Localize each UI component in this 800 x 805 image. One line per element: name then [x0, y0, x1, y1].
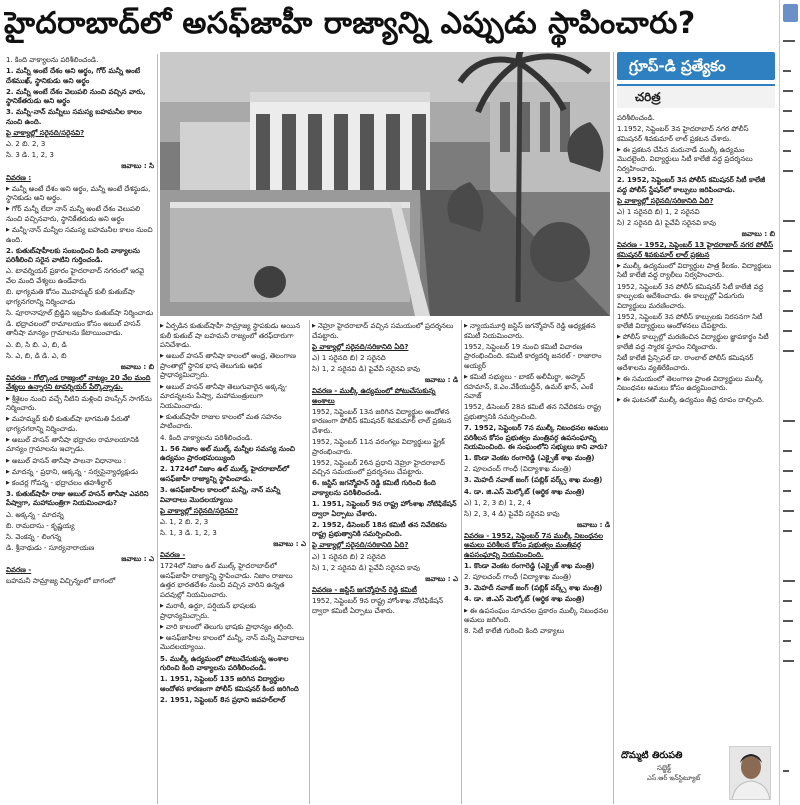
paragraph: పై వాక్యాల్లో సరైనది/సరైనవి? [6, 129, 85, 138]
paragraph: 1. 56 నిజాం అల్ ముల్క్ మన్నీల సమస్య నుంచి ఉద్యమం ప్రారంభమయ్యింది [160, 444, 295, 463]
paragraph: 1952, సెప్టెంబర్ 19 నుంచి కమిటీ విచారణ ప్రారంభించింది. కమిటీ కార్యదర్శి జనరల్ - రాజారాం అయ్యర్ [464, 342, 602, 370]
palace-illustration [160, 52, 610, 316]
paragraph: జవాబు : సి [121, 162, 154, 171]
paragraph: 1952, సెప్టెంబర్ 26న ప్రధాని నెహ్రూ హైదరాబాద్ వచ్చిన సమయంలో ప్రదర్శనలు చేపట్టారు. [312, 458, 445, 477]
paragraph: 2. కుతుబ్‌షాహీలకు సంబంధించి కింది వాక్యాలను పరిశీలించి సరైన వాటిని గుర్తించండి. [6, 246, 140, 265]
side-text-line [783, 170, 793, 172]
paragraph: జవాబు : బి [741, 230, 775, 239]
paragraph: 3. అసఫ్‌జాహీల కాలంలో మన్నీ, నాన్ మన్నీ వివాదాలు మొదలయ్యాయి [160, 486, 281, 504]
paragraph: ఎ. 2 బి. 2, 3 [6, 140, 46, 149]
side-logo-icon [783, 4, 798, 22]
paragraph: ▶ కంచర్ల గోపన్న - భద్రాచలం తహశీల్దార్ [6, 479, 154, 489]
side-text-line [783, 510, 794, 512]
paragraph: 2. 1952, సెప్టెంబర్ 3న పోలీస్ కమిషనర్ సిటీ కాలేజీ వద్ద పోలీస్ స్టేషన్‌లో కాల్పులు జరిపించాడు. [617, 176, 766, 194]
column-divider [309, 320, 310, 804]
side-text-line [783, 490, 791, 492]
paragraph: వివరణ - ముల్కీ ఉద్యమంలో పోటుచేసుకున్న అంశాలు [312, 387, 436, 405]
paragraph: ▶ నెహ్రూ హైదరాబాద్ వచ్చిన సమయంలో ప్రదర్శనలు చేపట్టారు. [312, 322, 458, 341]
paragraph: 5. ముల్కీ ఉద్యమంలో పోటుచేసుకున్న అంశాల గురించి కింది వాక్యాలను పరిశీలించండి. [160, 654, 289, 673]
author-photo [729, 746, 771, 800]
paragraph: ▶ ముల్కీ ఉద్యమంలో విద్యార్థుల పాత్ర కీలకం. విద్యార్థులు సిటీ కాలేజీ వద్ద ర్యాలీలు నిర్వహించారు. [617, 262, 775, 281]
paragraph: సి. వెంకన్న - లింగన్న [6, 532, 62, 541]
side-text-line [783, 470, 793, 472]
paragraph: ▶ అసఫ్‌జాహీల కాలంలో మన్నీ, నాన్ మన్నీ వివాదాలు మొదలయ్యాయి. [160, 634, 306, 653]
side-text-line [783, 70, 791, 72]
paragraph: ▶ ఈ ఉపసంఘం సూచనల ప్రకారం ముల్కీ నిబంధనల అమలు జరిగింది. [464, 607, 610, 626]
side-text-line [783, 350, 794, 352]
paragraph: సి. 3 డి. 1, 2, 3 [6, 151, 54, 160]
paragraph: సి. ఎ, బి, డి డి. ఎ, బి [6, 351, 67, 360]
paragraph: ▶ ఈ ఘటనతో ముల్కీ ఉద్యమం తీవ్ర రూపం దాల్చింది. [617, 396, 775, 406]
paragraph: సి) 2 సరైనది డి) పైవేవీ సరైనవి కావు [617, 218, 717, 227]
paragraph: జవాబు : ఎ [273, 539, 306, 548]
paragraph: ▶ పోలీస్ కాల్పుల్లో మరణించిన విద్యార్థుల జ్ఞాపకార్థం సిటీ కాలేజీ వద్ద స్మారక స్థూపం నిర్మించారు. [617, 333, 775, 352]
paragraph: పై వాక్యాల్లో సరైనది/సరికానిది ఏది? [312, 541, 409, 550]
paragraph: బి. భాగ్యమతి కోసం మొహమ్మద్ కులీ కుతుబ్‌షా భాగ్యనగరాన్ని నిర్మించాడు [6, 288, 135, 306]
subject-tag: చరిత్ర [617, 84, 775, 108]
paragraph: 2. పూలచంద్ గాంధీ (విద్యాశాఖ మంత్రి) [464, 465, 572, 474]
paragraph: సి) 2, 3, 4 డి) పైవేవీ సరైనవి కావు [464, 509, 560, 518]
side-text-line [783, 310, 793, 312]
paragraph: ఎ. అక్కన్న - మాదన్న [6, 510, 64, 519]
paragraph: ▶ మన్నీ-నాన్ మన్నీల సమస్య బహమనీల కాలం నుంచి ఉంది. [6, 226, 154, 245]
paragraph: ▶ గోర్ మన్నీ లేదా నాన్ మన్నీ అంటే దేశం వెలుపలి నుంచి వచ్చినవారు, స్థానికేతరుడు అని అర్థం [6, 205, 154, 224]
paragraph: డి. శ్రీనాథుడు - సూర్యనారాయణ [6, 543, 95, 552]
paragraph: వివరణ - గోల్కొండ రాజ్యంలో నాట్యం 20 వేల మంది వేశ్యలు ఉన్నారని టావర్నియర్ పేర్కొన్నాడు. [6, 373, 151, 392]
paragraph: సి) 1, 2 సరైనవి డి) పైవేవీ సరైనవి కావు [312, 563, 420, 572]
paragraph: 4. డా. జి.ఎస్ మెల్కోట్ (ఆర్థిక శాఖ మంత్రి) [464, 487, 585, 496]
paragraph: వివరణ - జస్టిస్ జగన్మోహన్ రెడ్డి కమిటీ [312, 585, 417, 594]
paragraph: 2. 1951, సెప్టెంబర్ 8న ప్రధాని జవహర్‌లాల్ [160, 695, 286, 704]
column-divider [461, 320, 462, 804]
paragraph: ▶ మరాఠీ, ఉర్దూ, పర్షియన్ భాషలకు ప్రాధాన్యమిచ్చారు. [160, 602, 306, 621]
side-text-line [783, 450, 792, 452]
side-strip [779, 0, 800, 805]
paragraph: ▶ కుతుబ్‌షాహీ రాజుల కాలంలో మత సహనం పాటించారు. [160, 413, 306, 432]
paragraph: ఎ) 1, 2, 3 బి) 1, 2, 4 [464, 498, 532, 507]
paragraph: 1952, సెప్టెంబర్ 3న పోలీస్ కాల్పులకు నిరసనగా సిటీ కాలేజీ విద్యార్థులు ఆందోళనలు చేపట్టారు. [617, 312, 763, 331]
paragraph: ▶ శ్రీశైలం నుంచి వచ్చే నీటిని మళ్లించి హుస్సేన్ సాగర్‌ను నిర్మించారు. [6, 395, 154, 414]
author-box [617, 744, 775, 802]
side-text-line [783, 770, 789, 772]
side-text-line [783, 290, 791, 292]
paragraph: ▶ మహమ్మద్ కులీ కుతుబ్‌షా భాగమతి పేరుతో భాగ్యనగరాన్ని నిర్మించాడు. [6, 415, 154, 434]
side-text-line [783, 330, 792, 332]
side-text-line [783, 90, 793, 92]
article-column-3 [312, 322, 458, 804]
paragraph: ▶ న్యాయమూర్తి జస్టిస్ జగన్మోహన్ రెడ్డి అధ్యక్షతన కమిటీ నియమించారు. [464, 322, 610, 341]
article-column-5 [617, 114, 775, 742]
paragraph: ఎ. బి, సి బి. ఎ, బి, డి [6, 340, 67, 349]
paragraph: 4. కింది వాక్యాలను పరిశీలించండి. [160, 433, 253, 442]
article-column-2 [160, 322, 306, 804]
paragraph: 3. మెహదీ నవాజ్ జంగ్ (పబ్లిక్ వర్క్స్ శాఖ మంత్రి) [464, 584, 603, 593]
side-text-line [783, 40, 795, 42]
paragraph: ఎ) 1 సరైనది బి) 2 సరైనది [312, 353, 386, 362]
author-role: సబ్జెక్ట్ [657, 764, 671, 772]
paragraph: ఎ. టావర్నియర్ ప్రకారం హైదరాబాద్ నగరంలో ఇరవై వేల మంది వేశ్యలు ఉండేవారు [6, 267, 145, 285]
paragraph: ▶ అబుల్ హసన్ తానీషా పాలనా విధానాలు : [6, 457, 154, 467]
paragraph: 8. సిటీ కాలేజీ గురించి కింది వాక్యాలు [464, 627, 565, 636]
side-text-line [783, 620, 793, 622]
article-column-1 [6, 56, 154, 802]
paragraph: ఎ) 1 సరైనది బి) 2 సరైనది [312, 552, 386, 561]
side-text-line [783, 640, 791, 642]
paragraph: ▶ ఏర్పడిన కుతుబ్‌షాహీ సామ్రాజ్య స్థాపకుడు అయిన కులీ కుతుబ్‌ షా బహమనీ రాజ్యంలో తరఫ్‌దారుగా పనిచేశాడు. [160, 322, 306, 351]
side-text-line [783, 600, 792, 602]
paragraph: ▶ వారి కాలంలో తెలుగు భాషకు ప్రాధాన్యం తగ్గింది. [160, 623, 306, 633]
paragraph: 1952, డిసెంబర్ 28న కమిటీ తన నివేదికను రాష్ట్ర ప్రభుత్వానికి సమర్పించింది. [464, 403, 602, 421]
side-text-line [783, 420, 795, 422]
column-divider [613, 52, 614, 804]
paragraph: 6. జస్టిస్ జగన్మోహన్ రెడ్డి కమిటీ గురించి కింది వాక్యాలను పరిశీలించండి. [312, 479, 436, 497]
side-text-line [783, 270, 794, 272]
paragraph: ▶ అబుల్ హసన్ తానీషా కాలంలో ఆంధ్ర, తెలంగాణ ప్రాంతాల్లో స్థానిక భాష తెలుగుకు అధిక ప్రాధాన్యమిచ్చారు. [160, 352, 306, 381]
side-text-line [783, 220, 795, 222]
paragraph: జవాబు : ఎ [425, 574, 458, 583]
column-divider [157, 54, 158, 804]
paragraph: 1. కొండా వెంకట రంగారెడ్డి (ఎక్సైజ్ శాఖ మంత్రి) [464, 562, 595, 571]
paragraph: సి. పూరానాపూల్ బ్రిడ్జిని ఇబ్రహీం కుతుబ్‌షా నిర్మించాడు [6, 308, 154, 317]
paragraph: ▶ కమిటీ సభ్యులు - బాకర్ అలీమీర్జా, అహ్మద్ రహమాన్, కె.ఎం.వేకీయుద్దీన్, ఉమర్ ఖాన్, ఎంకే నవాజ్ [464, 373, 610, 402]
paragraph: వివరణ - [160, 551, 186, 560]
paragraph: జవాబు : ఎ [121, 554, 154, 563]
paragraph: ▶ మాదన్న - ప్రధాని, అక్కన్న - సర్వసైన్యాధ్యక్షుడు [6, 468, 154, 478]
paragraph: 1724లో నిజాం ఉల్ ముల్క్ హైదరాబాద్‌లో అసఫ్‌జాహీ రాజ్యాన్ని స్థాపించాడు. నిజాం రాజులు ఉత్తర భారతదేశం నుంచి వచ్చిన వారిని ఉన్నత పదవుల్లో నియమించారు. [160, 562, 293, 599]
paragraph: 2. 1724లో నిజాం ఉల్ ముల్క్ హైదరాబాద్‌లో అసఫ్‌జాహీ రాజ్యాన్ని స్థాపించాడు. [160, 465, 290, 483]
paragraph: 1. 1951, సెప్టెంబర్ 9న రాష్ట్ర హోంశాఖ నోటిఫికేషన్ ద్వారా ఏర్పాటు చేశారు. [312, 500, 457, 518]
paragraph: బహమనీ సామ్రాజ్య విచ్ఛిన్నంలో బాగంలో [6, 577, 116, 586]
paragraph: ఎ) 1 సరైనది బి) 1, 2 సరైనవి [617, 207, 700, 216]
paragraph: 3. మన్నీ-నాన్ మన్నీలు సమస్య బహమనీల కాలం నుంచి ఉంది. [6, 108, 142, 127]
paragraph: వివరణ - [6, 566, 32, 574]
paragraph: 2. మన్నీ అంటే దేశం వెలుపలి నుంచి వచ్చిన వారు, స్థానికేతరుడు అని అర్థం [6, 87, 146, 106]
paragraph: ▶ ఈ ప్రకటన చేసిన మరునాడే ముల్కీ ఉద్యమం మొదలైంది. విద్యార్థులు సిటీ కాలేజీ వద్ద ప్రదర్శనలు నిర్వహించారు. [617, 146, 775, 175]
paragraph: సి. 1, 3 డి. 1, 2, 3 [160, 528, 217, 537]
paragraph: ▶ అబుల్ హసన్ తానీషా భద్రాచల రామాలయానికి మాన్యం గ్రామాలను ఇచ్చాడు. [6, 436, 154, 455]
author-name: దొమ్మటి తిరుపతి [621, 750, 683, 761]
paragraph: 1. కొండా వెంకట రంగారెడ్డి (ఎక్సైజ్ శాఖ మంత్రి) [464, 454, 595, 463]
paragraph: ▶ అబుల్ హసన్ తానీషా తెలుగువారైన అక్కన్న-మాదన్నలను పేష్వా, మహామంత్రులుగా నియమించాడు. [160, 383, 306, 412]
paragraph: వివరణ - 1952, సెప్టెంబర్ 7న ముల్కీ నిబంధనల అమలు పరిశీలన కోసం ప్రభుత్వం మంత్రివర్గ ఉపసంఘాన్ని నియమించింది. [464, 531, 604, 560]
side-text-line [783, 580, 795, 582]
side-text-line [783, 660, 794, 662]
paragraph: పై వాక్యాల్లో సరైనది/సరైనవి? [160, 506, 239, 515]
side-text-line [783, 110, 792, 112]
paragraph: 1952, సెప్టెంబర్ 11న వరంగల్లు విద్యార్థులు స్ట్రైక్ ప్రారంభించారు. [312, 438, 445, 456]
paragraph: ▶ మన్నీ అంటే దేశం అని అర్థం, మన్నీ అంటే దేశస్థుడు, స్థానికుడు అని అర్థం. [6, 185, 154, 204]
paragraph: 7. 1952, సెప్టెంబర్ 7న ముల్కీ నిబంధనల అమలు పరిశీలన కోసం ప్రభుత్వం మంత్రివర్గ ఉపసంఘాన్ని నియమించింది. ఈ సంఘంలోని సభ్యులు కాని వారు? [464, 423, 609, 452]
side-text-line [783, 530, 792, 532]
paragraph: 1952, సెప్టెంబర్ 3న పోలీస్ కమిషనర్ సిటీ కాలేజీ వద్ద కాల్పులకు ఆదేశించాడు. ఈ కాల్పుల్లో ఏడుగురు విద్యార్థులు మరణించారు. [617, 282, 764, 310]
paragraph: ఎ. 1, 2 బి. 2, 3 [160, 517, 209, 526]
paragraph: జవాబు : డి [425, 375, 458, 384]
paragraph: 1.1952, సెప్టెంబర్ 3న హైదరాబాద్ నగర పోలీస్ కమిషనర్ శివకుమార్ లాల్ ప్రకటన చేశారు. [617, 125, 749, 143]
paragraph: పై వాక్యాల్లో సరైనది/సరికానిది ఏది? [312, 342, 409, 351]
side-text-line [783, 150, 791, 152]
side-text-line [783, 130, 794, 132]
author-portrait [730, 747, 771, 800]
paragraph: 3. కుతుబ్‌షాహీ రాజు అబుల్ హసన్ తానీషా ఎవరిని పేష్వాగా, మహామంత్రిగా నియమించాడు? [6, 489, 149, 508]
paragraph: 3. మెహదీ నవాజ్ జంగ్ (పబ్లిక్ వర్క్స్ శాఖ మంత్రి) [464, 476, 603, 485]
paragraph: సిటీ కాలేజీ ప్రిన్సిపల్ డా. రాంలాల్ పోలీస్ కమిషనర్ ఆదేశాలను వ్యతిరేకించారు. [617, 354, 754, 372]
paragraph: జవాబు : డి [577, 520, 610, 529]
paragraph: పరిశీలించండి. [617, 114, 655, 122]
paragraph: 4. డా. జి.ఎస్ మెల్కోట్ (ఆర్థిక శాఖ మంత్రి) [464, 595, 585, 604]
paragraph: డి. భద్రాచలంలో రామాలయం కోసం అబుల్ హసన్ తానీషా మాన్యం గ్రామాలను కేటాయించాడు. [6, 319, 141, 338]
paragraph: 2. 1952, డిసెంబర్ 18న కమిటీ తన నివేదికను రాష్ట్ర ప్రభుత్వానికి సమర్పించింది. [312, 520, 447, 539]
paragraph: పై వాక్యాల్లో సరైనది/సరికానిది ఏది? [617, 196, 714, 205]
page-headline: హైదరాబాద్‌లో అసఫ్‌జాహీ రాజ్యాన్ని ఎప్పుడు స్థాపించారు? [4, 6, 696, 41]
paragraph: 1952, సెప్టెంబర్ 9న రాష్ట్ర హోంశాఖ నోటిఫికేషన్ ద్వారా కమిటీ ఏర్పాటు చేశారు. [312, 596, 444, 615]
paragraph: 1. కింది వాక్యాలను పరిశీలించండి. [6, 56, 99, 64]
author-org: ఎస్‌.ఆర్‌ ఇన్‌స్టిట్యూట్ [647, 774, 701, 782]
palace-photo [160, 52, 610, 316]
paragraph: 1. 1951, సెప్టెంబర్ 135 జరిగిన విద్యార్థుల ఆందోళన కారణంగా పోలీస్ కమిషనర్ కింద జరిగింది [160, 675, 299, 693]
group-d-banner: గ్రూప్‌-డి ప్రత్యేకం [617, 52, 775, 80]
article-column-4 [464, 322, 610, 804]
side-text-line [783, 250, 792, 252]
paragraph: జవాబు : బి [120, 362, 154, 371]
paragraph: ▶ ఈ సమయంలో తెలంగాణ ప్రాంత విద్యార్థులు ముల్కీ నిబంధనల అమలు కోసం ఉద్యమించారు. [617, 375, 775, 394]
paragraph: 2. పూలచంద్ గాంధీ (విద్యాశాఖ మంత్రి) [464, 573, 572, 582]
paragraph: 1952, సెప్టెంబర్ 13న జరిగిన విద్యార్థుల ఆందోళన కారణంగా పోలీస్ కమిషనర్ శివకుమార్ లాల్ ప్రకటన చేశారు. [312, 407, 452, 435]
paragraph: వివరణ : [6, 173, 32, 182]
paragraph: బి. రామదాసు - కృష్ణయ్య [6, 521, 75, 530]
paragraph: వివరణ - 1952, సెప్టెంబర్ 13 హైదరాబాద్ నగర పోలీస్ కమిషనర్ శివకుమార్ లాల్ ప్రకటన [617, 241, 774, 259]
paragraph: 1. మన్నీ అంటే దేశం అని అర్థం, గోర్ మన్నీ అంటే దేశముఖ్, స్థానికుడు అని అర్థం [6, 67, 141, 85]
paragraph: సి) 1, 2 సరైనవి డి) పైవేవీ సరైనవి కావు [312, 364, 420, 373]
